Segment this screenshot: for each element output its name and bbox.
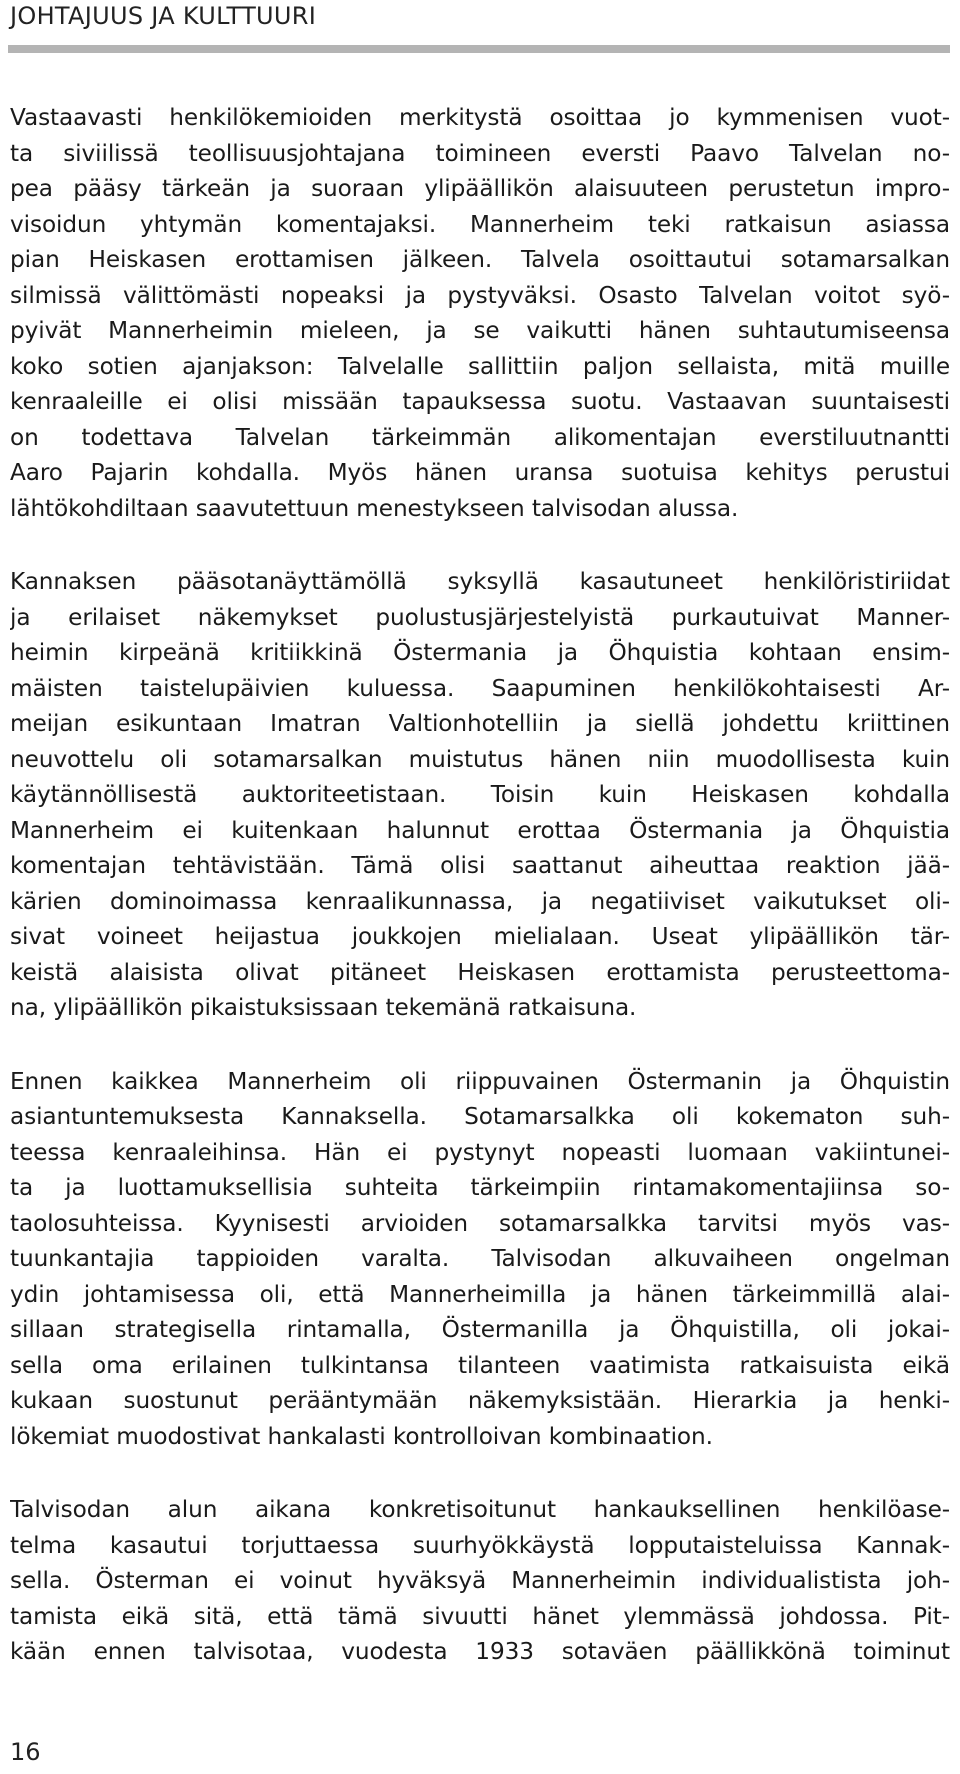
text-line: pea pääsy tärkeän ja suoraan ylipäällikön alaisuuteen perustetun impro- (10, 175, 950, 202)
paragraph (10, 1064, 950, 1455)
text-line: Kannaksen pääsotanäyttämöllä syksyllä kasautuneet henkilöristiriidat (10, 568, 950, 595)
text-line: mäisten taistelupäivien kuluessa. Saapuminen henkilökohtaisesti Ar- (10, 674, 950, 702)
text-line: teessa kenraaleihinsa. Hän ei pystynyt nopeasti luomaan vakiintunei- (10, 1138, 950, 1166)
body-text (10, 100, 950, 1708)
text-line: pian Heiskasen erottamisen jälkeen. Talvela osoittautui sotamarsalkan (10, 246, 950, 273)
text-line: kärien dominoimassa kenraalikunnassa, ja negatiiviset vaikutukset oli- (10, 887, 950, 915)
text-line: sella. Österman ei voinut hyväksyä Mannerheimin individualistista joh- (10, 1567, 950, 1594)
text-line: sella oma erilainen tulkintansa tilanteen vaatimista ratkaisuista eikä (10, 1351, 950, 1379)
running-head: JOHTAJUUS JA KULTTUURI (10, 2, 317, 30)
text-line: silmissä välittömästi nopeaksi ja pystyväksi. Osasto Talvelan voitot syö- (10, 281, 950, 309)
text-line: Vastaavasti henkilökemioiden merkitystä osoittaa jo kymmenisen vuot- (10, 104, 950, 131)
text-line: lökemiat muodostivat hankalasti kontrolloivan kombinaation. (10, 1422, 713, 1450)
text-line: asiantuntemuksesta Kannaksella. Sotamarsalkka oli kokematon suh- (10, 1103, 950, 1130)
text-line: visoidun yhtymän komentajaksi. Mannerheim teki ratkaisun asiassa (10, 210, 950, 238)
text-line: ta ja luottamuksellisia suhteita tärkeimpiin rintamakomentajiinsa so- (10, 1174, 950, 1201)
text-line: sillaan strategisella rintamalla, Östermanilla ja Öhquistilla, oli jokai- (10, 1316, 950, 1343)
paragraph (10, 564, 950, 1026)
text-line: kään ennen talvisotaa, vuodesta 1933 sotaväen päällikkönä toiminut (10, 1638, 950, 1665)
text-line: on todettava Talvelan tärkeimmän alikomentajan everstiluutnantti (10, 423, 950, 451)
page-number: 16 (10, 1738, 41, 1766)
text-line: Talvisodan alun aikana konkretisoitunut hankauksellinen henkilöase- (10, 1496, 950, 1523)
header-rule (8, 45, 950, 53)
text-line: telma kasautui torjuttaessa suurhyökkäystä lopputaisteluissa Kannak- (10, 1531, 950, 1559)
text-line: Aaro Pajarin kohdalla. Myös hänen uransa suotuisa kehitys perustui (10, 459, 950, 486)
text-line: pyivät Mannerheimin mieleen, ja se vaikutti hänen suhtautumiseensa (10, 317, 950, 344)
text-line: koko sotien ajanjakson: Talvelalle sallittiin paljon sellaista, mitä muille (10, 352, 950, 380)
paragraph (10, 100, 950, 526)
text-line: ta siviilissä teollisuusjohtajana toimineen eversti Paavo Talvelan no- (10, 139, 950, 167)
text-line: Ennen kaikkea Mannerheim oli riippuvainen Östermanin ja Öhquistin (10, 1067, 950, 1095)
text-line: kenraaleille ei olisi missään tapauksessa suotu. Vastaavan suuntaisesti (10, 388, 950, 415)
text-line: neuvottelu oli sotamarsalkan muistutus hänen niin muodollisesta kuin (10, 745, 950, 773)
text-line: tuunkantajia tappioiden varalta. Talvisodan alkuvaiheen ongelman (10, 1245, 950, 1272)
text-line: tamista eikä sitä, että tämä sivuutti hänet ylemmässä johdossa. Pit- (10, 1602, 950, 1630)
text-line: na, ylipäällikön pikaistuksissaan tekemänä ratkaisuna. (10, 994, 637, 1021)
text-line: ja erilaiset näkemykset puolustusjärjestelyistä purkautuivat Manner- (10, 603, 950, 631)
text-line: heimin kirpeänä kritiikkinä Östermania ja Öhquistia kohtaan ensim- (10, 639, 950, 666)
text-line: meijan esikuntaan Imatran Valtionhotelliin ja siellä johdettu kriittinen (10, 710, 950, 737)
paragraph (10, 1492, 950, 1670)
text-line: taolosuhteissa. Kyynisesti arvioiden sotamarsalkka tarvitsi myös vas- (10, 1209, 950, 1237)
text-line: kukaan suostunut perääntymään näkemyksistään. Hierarkia ja henki- (10, 1387, 950, 1414)
text-line: sivat voineet heijastua joukkojen mielialaan. Useat ylipäällikön tär- (10, 923, 950, 950)
text-line: Mannerheim ei kuitenkaan halunnut erottaa Östermania ja Öhquistia (10, 816, 950, 844)
text-line: keistä alaisista olivat pitäneet Heiskasen erottamista perusteettoma- (10, 958, 950, 986)
text-line: ydin johtamisessa oli, että Mannerheimilla ja hänen tärkeimmillä alai- (10, 1280, 950, 1308)
text-line: käytännöllisestä auktoriteetistaan. Toisin kuin Heiskasen kohdalla (10, 781, 950, 808)
text-line: komentajan tehtävistään. Tämä olisi saattanut aiheuttaa reaktion jää- (10, 852, 950, 879)
text-line: lähtökohdiltaan saavutettuun menestykseen talvisodan alussa. (10, 494, 739, 522)
